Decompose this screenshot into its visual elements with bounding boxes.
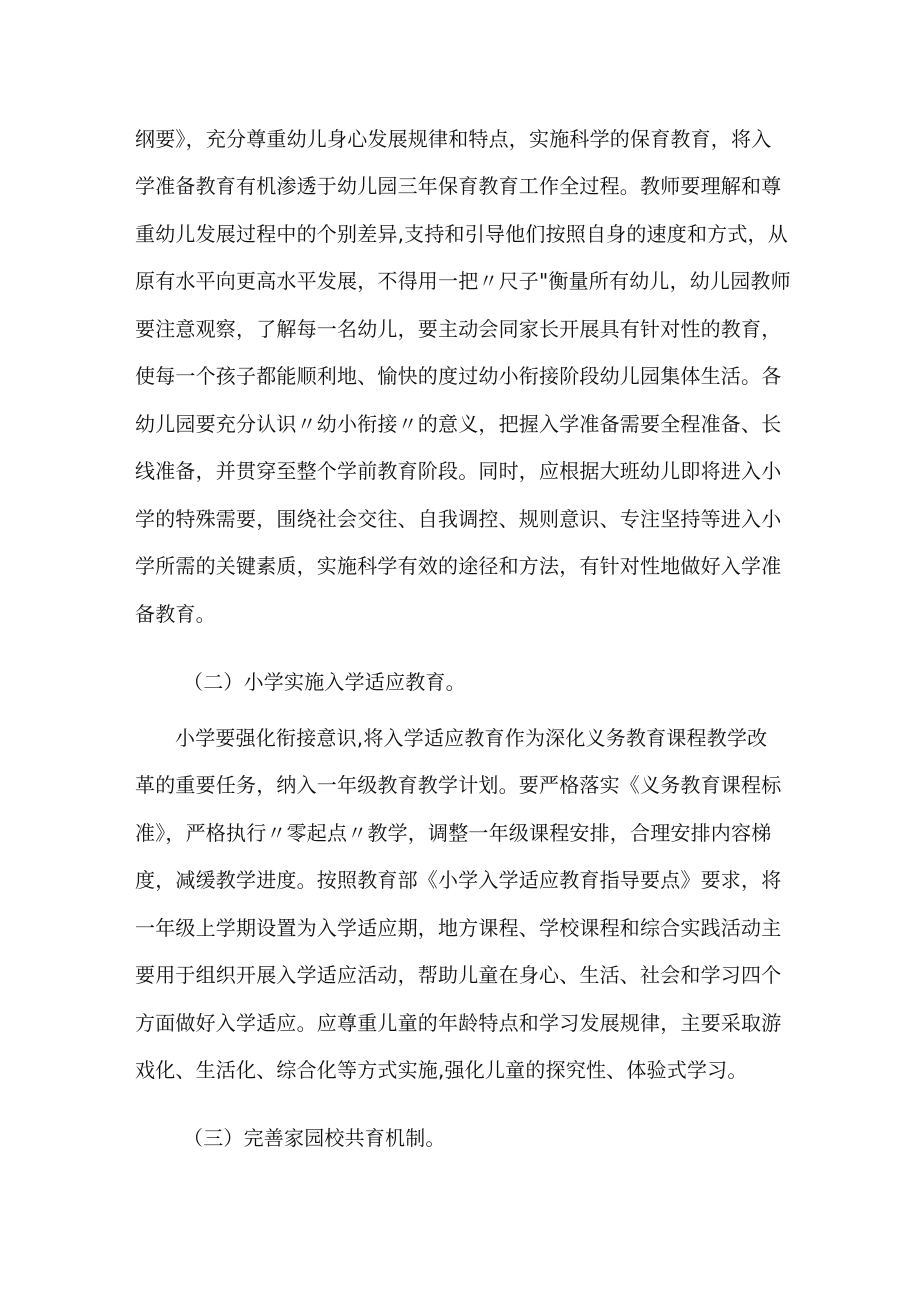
paragraph-2-line: 度，减缓教学进度。按照教育部《小学入学适应教育指导要点》要求，将 — [135, 868, 782, 892]
paragraph-1-line: 使每一个孩子都能顺利地、愉快的度过幼小衔接阶段幼儿园集体生活。各 — [135, 364, 782, 388]
paragraph-2-line: 准》，严格执行〃零起点〃教学，调整一年级课程安排，合理安排内容梯 — [135, 821, 772, 845]
paragraph-1-line: 线准备，并贯穿至整个学前教育阶段。同时，应根据大班幼儿即将进入小 — [135, 459, 782, 483]
paragraph-2-line: 戏化、生活化、综合化等方式实施,强化儿童的探究性、体验式学习。 — [135, 1058, 748, 1082]
paragraph-1-line: 重幼儿发展过程中的个别差异,支持和引导他们按照自身的速度和方式，从 — [135, 222, 788, 246]
paragraph-1-line: 学准备教育有机渗透于幼儿园三年保育教育工作全过程。教师要理解和尊 — [135, 174, 782, 198]
paragraph-1-line: 备教育。 — [135, 602, 216, 626]
section-heading-3: （三）完善家园校共育机制。 — [183, 1126, 446, 1150]
paragraph-1-line: 要注意观察，了解每一名幼儿，要主动会同家长开展具有针对性的教育， — [135, 317, 782, 341]
paragraph-1-line: 学的特殊需要，围绕社会交往、自我调控、规则意识、专注坚持等进入小 — [135, 507, 782, 531]
paragraph-2-line: 方面做好入学适应。应尊重儿童的年龄特点和学习发展规律，主要采取游 — [135, 1011, 782, 1035]
paragraph-1-line: 纲要》，充分尊重幼儿身心发展规律和特点，实施科学的保育教育，将入 — [135, 127, 772, 151]
paragraph-2-line: 要用于组织开展入学适应活动，帮助儿童在身心、生活、社会和学习四个 — [135, 963, 782, 987]
paragraph-1-line: 原有水平向更高水平发展，不得用一把〃尺子"衡量所有幼儿，幼儿园教师 — [135, 269, 791, 293]
paragraph-1-line: 学所需的关键素质，实施科学有效的途径和方法，有针对性地做好入学准 — [135, 554, 782, 578]
paragraph-1-line: 幼儿园要充分认识〃幼小衔接〃的意义，把握入学准备需要全程准备、长 — [135, 412, 782, 436]
paragraph-2-line: 一年级上学期设置为入学适应期，地方课程、学校课程和综合实践活动主 — [135, 916, 782, 940]
paragraph-2-line: 小学要强化衔接意识,将入学适应教育作为深化义务教育课程教学改 — [175, 726, 768, 750]
section-heading-2: （二）小学实施入学适应教育。 — [183, 670, 466, 694]
paragraph-2-line: 革的重要任务，纳入一年级教育教学计划。要严格落实《义务教育课程标 — [135, 773, 782, 797]
